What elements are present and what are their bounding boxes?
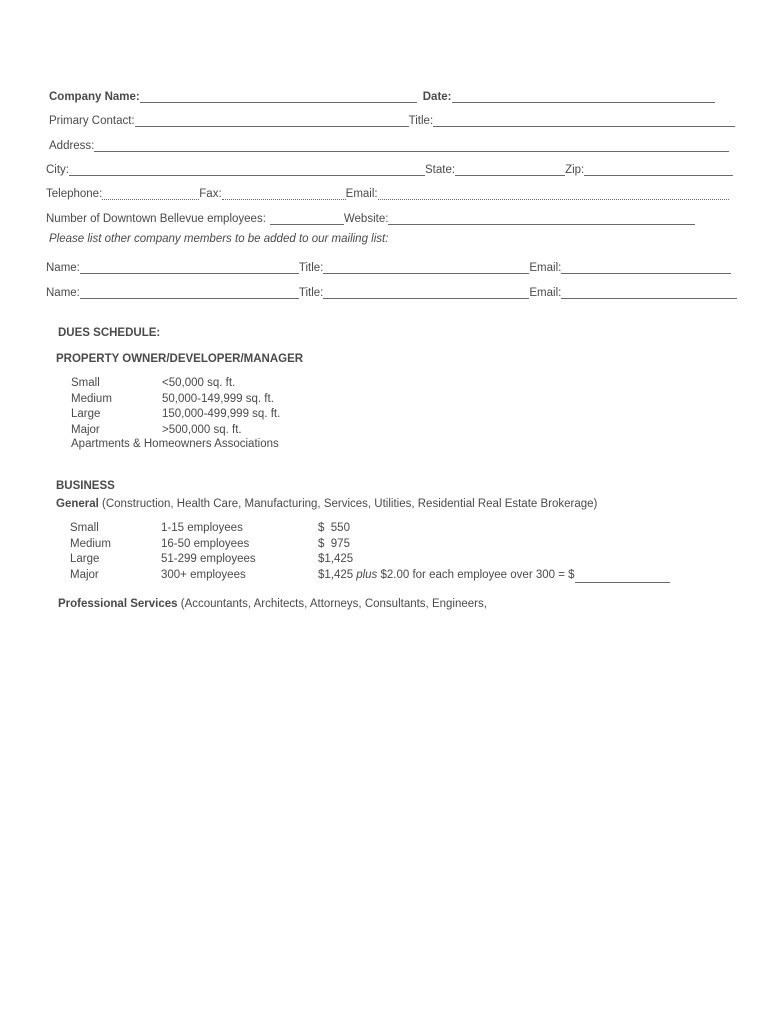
title-label: Title:: [408, 115, 434, 127]
email-label: Email:: [345, 188, 378, 200]
general-label: General: [56, 498, 99, 510]
city-row: [46, 160, 733, 176]
email-field[interactable]: [378, 187, 729, 200]
address-row: [49, 136, 729, 152]
professional-category: [58, 598, 487, 610]
business-tier-prices: [318, 521, 670, 583]
major-plus-text: plus: [356, 568, 378, 581]
company-name-label: Company Name:: [49, 91, 140, 103]
member-name-label: Name:: [46, 262, 80, 274]
website-label: Website:: [343, 213, 389, 225]
business-tier-price: $1,425: [318, 553, 354, 566]
member-email-label: Email:: [529, 262, 562, 274]
address-label: Address:: [49, 140, 95, 152]
state-field[interactable]: [455, 163, 565, 176]
website-field[interactable]: [388, 212, 695, 225]
zip-label: Zip:: [565, 164, 585, 176]
business-tier-names: [70, 521, 111, 583]
fax-label: Fax:: [199, 188, 222, 200]
city-field[interactable]: [69, 163, 425, 176]
property-tier-ranges: [162, 376, 280, 438]
member-title-label: Title:: [298, 287, 324, 299]
property-tier-name: Small: [71, 377, 100, 389]
professional-label: Professional Services: [58, 598, 178, 610]
zip-field[interactable]: [584, 163, 733, 176]
business-tier-name: Major: [70, 568, 99, 581]
business-tier-range: 16-50 employees: [161, 537, 250, 550]
property-heading: PROPERTY OWNER/DEVELOPER/MANAGER: [56, 353, 304, 365]
major-price-row: [318, 568, 670, 584]
property-tier-range: <50,000 sq. ft.: [162, 377, 236, 389]
address-field[interactable]: [94, 139, 729, 152]
business-tier-price: $1,425: [318, 568, 354, 581]
major-total-field[interactable]: [575, 570, 670, 583]
employees-row: [46, 209, 695, 225]
business-tier-ranges: [161, 521, 256, 583]
general-category: [56, 498, 597, 510]
dues-schedule-heading: DUES SCHEDULE:: [58, 327, 161, 339]
member-email-label: Email:: [529, 287, 562, 299]
professional-description: (Accountants, Architects, Attorneys, Consultants, Engineers,: [177, 598, 487, 610]
general-description: (Construction, Health Care, Manufacturing, Services, Utilities, Residential Real Estate Brokerage): [98, 498, 598, 510]
business-heading: BUSINESS: [56, 480, 115, 492]
business-tier-name: Medium: [70, 537, 111, 550]
property-tier-names: [71, 376, 112, 438]
primary-contact-label: Primary Contact:: [49, 115, 135, 127]
primary-contact-field[interactable]: [135, 114, 409, 127]
business-tier-range: 1-15 employees: [161, 522, 243, 534]
telephone-label: Telephone:: [46, 188, 103, 200]
date-field[interactable]: [452, 90, 715, 103]
business-tier-range: 51-299 employees: [161, 553, 256, 566]
property-tier-range: 150,000-499,999 sq. ft.: [162, 408, 281, 421]
title-field[interactable]: [433, 114, 735, 127]
member-title-label: Title:: [298, 262, 324, 274]
company-name-field[interactable]: [140, 90, 417, 103]
city-label: City:: [46, 164, 69, 176]
property-tier-range: >500,000 sq. ft.: [162, 423, 242, 436]
member-row: [46, 283, 737, 299]
member-name-field[interactable]: [80, 286, 299, 299]
member-name-field[interactable]: [80, 261, 299, 274]
state-label: State:: [425, 164, 456, 176]
property-tier-name: Large: [71, 408, 101, 421]
property-extra: Apartments & Homeowners Associations: [71, 438, 279, 450]
member-title-field[interactable]: [323, 286, 529, 299]
major-suffix-text: $2.00 for each employee over 300 = $: [377, 568, 575, 581]
member-email-field[interactable]: [561, 286, 737, 299]
business-tier-price: $ 550: [318, 522, 350, 534]
member-email-field[interactable]: [561, 261, 731, 274]
primary-contact-row: [49, 111, 735, 127]
property-tier-range: 50,000-149,999 sq. ft.: [162, 392, 274, 405]
business-tier-name: Large: [70, 553, 100, 566]
member-name-label: Name:: [46, 287, 80, 299]
property-tier-name: Major: [71, 423, 100, 436]
member-title-field[interactable]: [323, 261, 529, 274]
telephone-field[interactable]: [102, 187, 199, 200]
business-tier-name: Small: [70, 522, 99, 534]
date-label: Date:: [422, 91, 452, 103]
employees-label: Number of Downtown Bellevue employees:: [46, 213, 266, 225]
property-tier-name: Medium: [71, 392, 112, 405]
business-tier-price: $ 975: [318, 537, 350, 550]
telephone-row: [46, 184, 729, 200]
company-name-row: [49, 87, 715, 103]
business-tier-range: 300+ employees: [161, 568, 246, 581]
employees-field[interactable]: [270, 212, 344, 225]
fax-field[interactable]: [222, 187, 346, 200]
member-row: [46, 258, 731, 274]
mailing-list-instruction: Please list other company members to be added to our mailing list:: [49, 233, 389, 245]
